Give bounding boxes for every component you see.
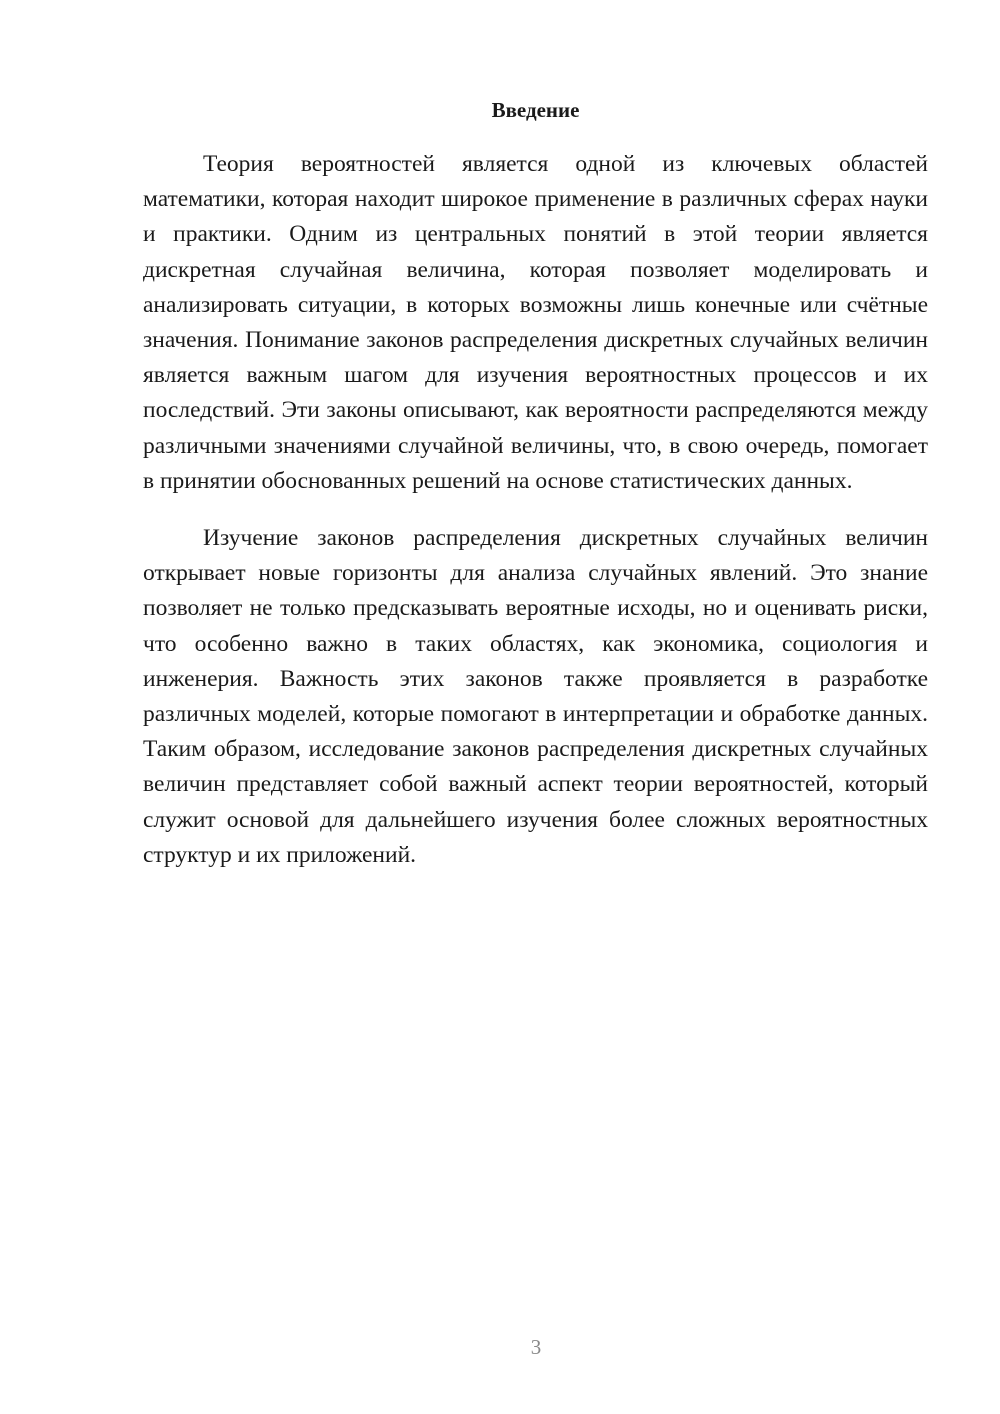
paragraph-second: Изучение законов распределения дискретных случайных величин открывает новые горизонты для анализа случайных явлений. Это знание позволяет не только предсказывать вероятные исходы, но и оценивать риски, что особенно важно в таких областях, как экономика, социология и инженерия. Важность этих законов также проявляется в разработке различных моделей, которые помогают в интерпретации и обработке данных. Таким образом, исследование законов распределения дискретных случайных величин представляет собой важный аспект теории вероятностей, который служит основой для дальнейшего изучения более сложных вероятностных структур и их приложений. — [143, 525, 928, 868]
page-number: 3 — [530, 1335, 542, 1359]
page-content — [143, 93, 928, 873]
section-heading: Введение — [491, 98, 580, 122]
paragraph-intro: Теория вероятностей является одной из ключевых областей математики, которая находит широкое применение в различных сферах науки и практики. Одним из центральных понятий в этой теории является дискретная случайная величина, которая позволяет моделировать и анализировать ситуации, в которых возможны лишь конечные или счётные значения. Понимание законов распределения дискретных случайных величин является важным шагом для изучения вероятностных процессов и их последствий. Эти законы описывают, как вероятности распределяются между различными значениями случайной величины, что, в свою очередь, помогает в принятии обоснованных решений на основе статистических данных. — [143, 151, 928, 494]
